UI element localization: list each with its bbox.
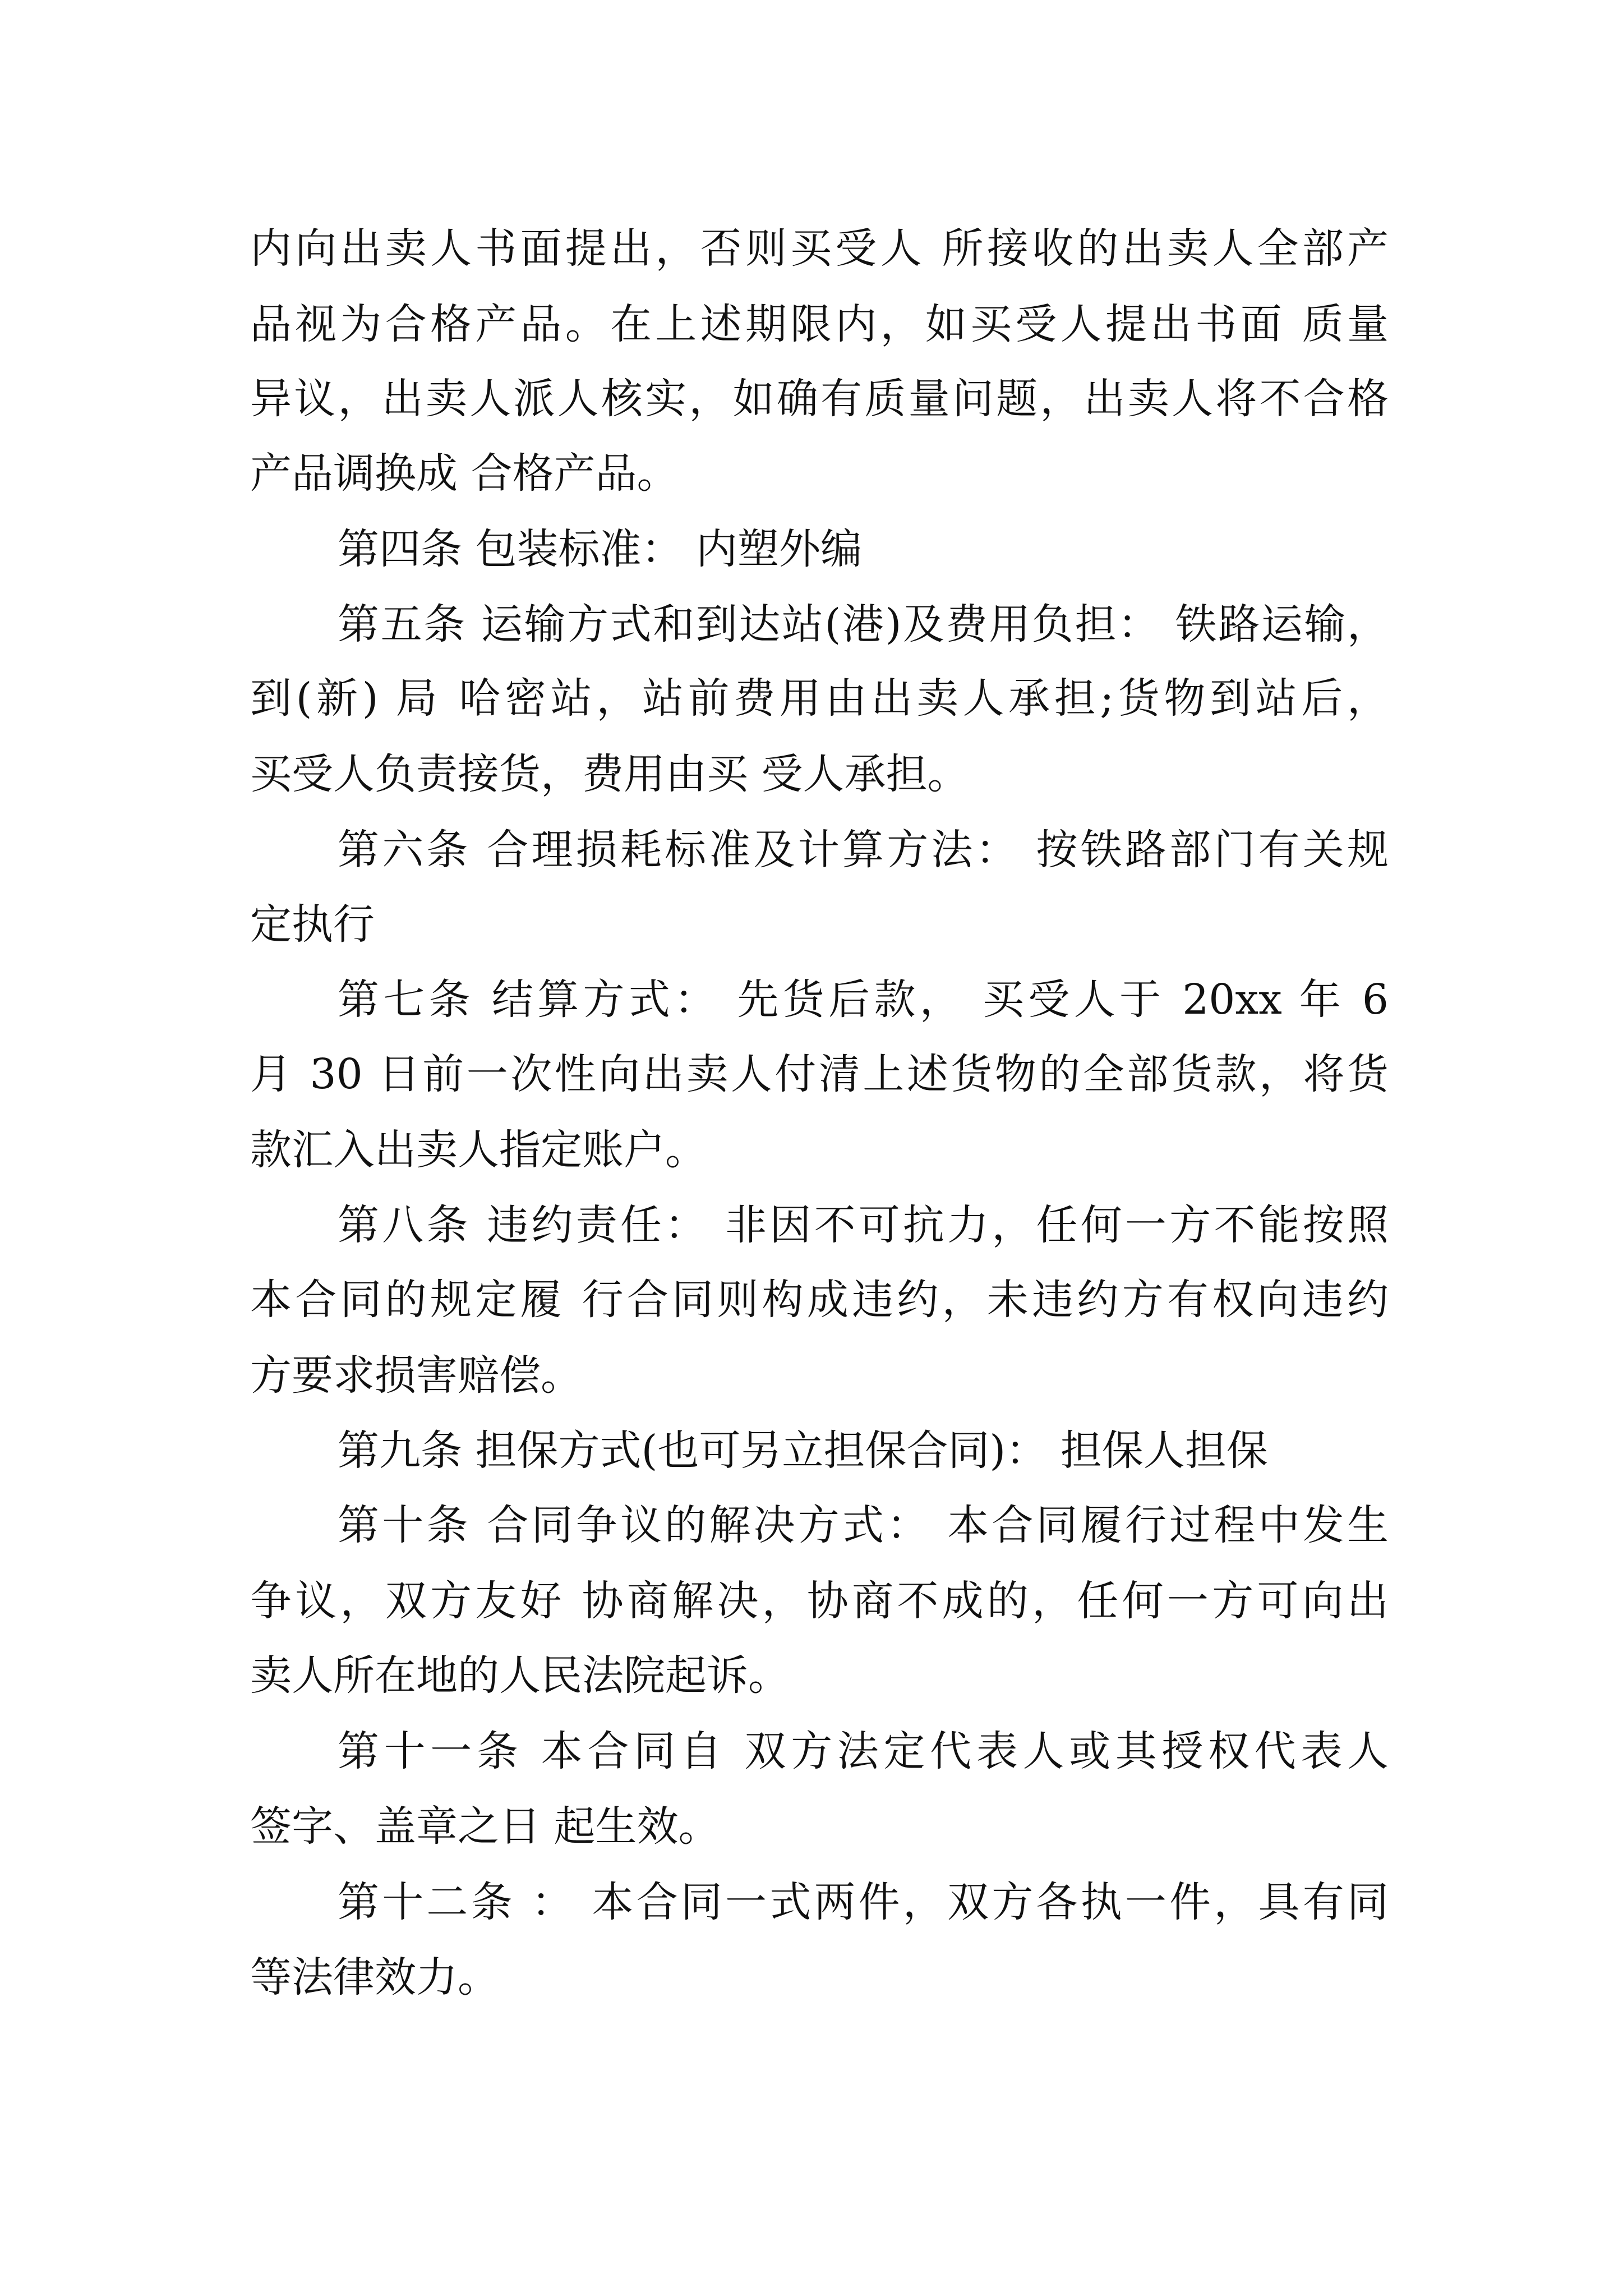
text-line: 等法律效力。 [250,1953,499,2001]
clause-5: 第五条 运输方式和到达站(港)及费用负担： 铁路运输， [338,600,1389,648]
text-line: 款汇入出卖人指定账户。 [250,1126,707,1174]
text-line: 产品调换成 合格产品。 [250,449,679,498]
clause-4: 第四条 包装标准： 内塑外编 [338,525,863,573]
text-line: 争议，双方友好 协商解决，协商不成的，任何一方可向出 [250,1577,1389,1625]
text-line: 定执行 [250,900,375,949]
clause-7: 第七条 结算方式： 先货后款， 买受人于 20xx 年 6 [338,976,1389,1024]
text-line: 异议，出卖人派人核实，如确有质量问题，出卖人将不合格 [250,375,1389,423]
clause-10: 第十条 合同争议的解决方式： 本合同履行过程中发生 [338,1501,1389,1549]
text-line: 品视为合格产品。在上述期限内，如买受人提出书面 质量 [250,300,1389,348]
text-line: 买受人负责接货，费用由买 受人承担。 [250,750,969,798]
text-line: 签字、盖章之日 起生效。 [250,1802,720,1851]
text-line: 到(新) 局 哈密站，站前费用由出卖人承担;货物到站后， [250,674,1389,723]
clause-9: 第九条 担保方式(也可另立担保合同)： 担保人担保 [338,1427,1268,1475]
text-line: 月 30 日前一次性向出卖人付清上述货物的全部货款，将货 [250,1050,1389,1098]
text-line: 本合同的规定履 行合同则构成违约，未违约方有权向违约 [250,1276,1389,1324]
clause-6: 第六条 合理损耗标准及计算方法： 按铁路部门有关规 [338,826,1389,874]
text-line: 卖人所在地的人民法院起诉。 [250,1651,790,1700]
clause-8: 第八条 违约责任： 非因不可抗力，任何一方不能按照 [338,1201,1389,1249]
clause-11: 第十一条 本合同自 双方法定代表人或其授权代表人 [338,1727,1389,1775]
text-line: 方要求损害赔偿。 [250,1351,582,1400]
text-line: 内向出卖人书面提出，否则买受人 所接收的出卖人全部产 [250,224,1389,273]
clause-12: 第十二条 ： 本合同一式两件，双方各执一件，具有同 [338,1878,1389,1926]
